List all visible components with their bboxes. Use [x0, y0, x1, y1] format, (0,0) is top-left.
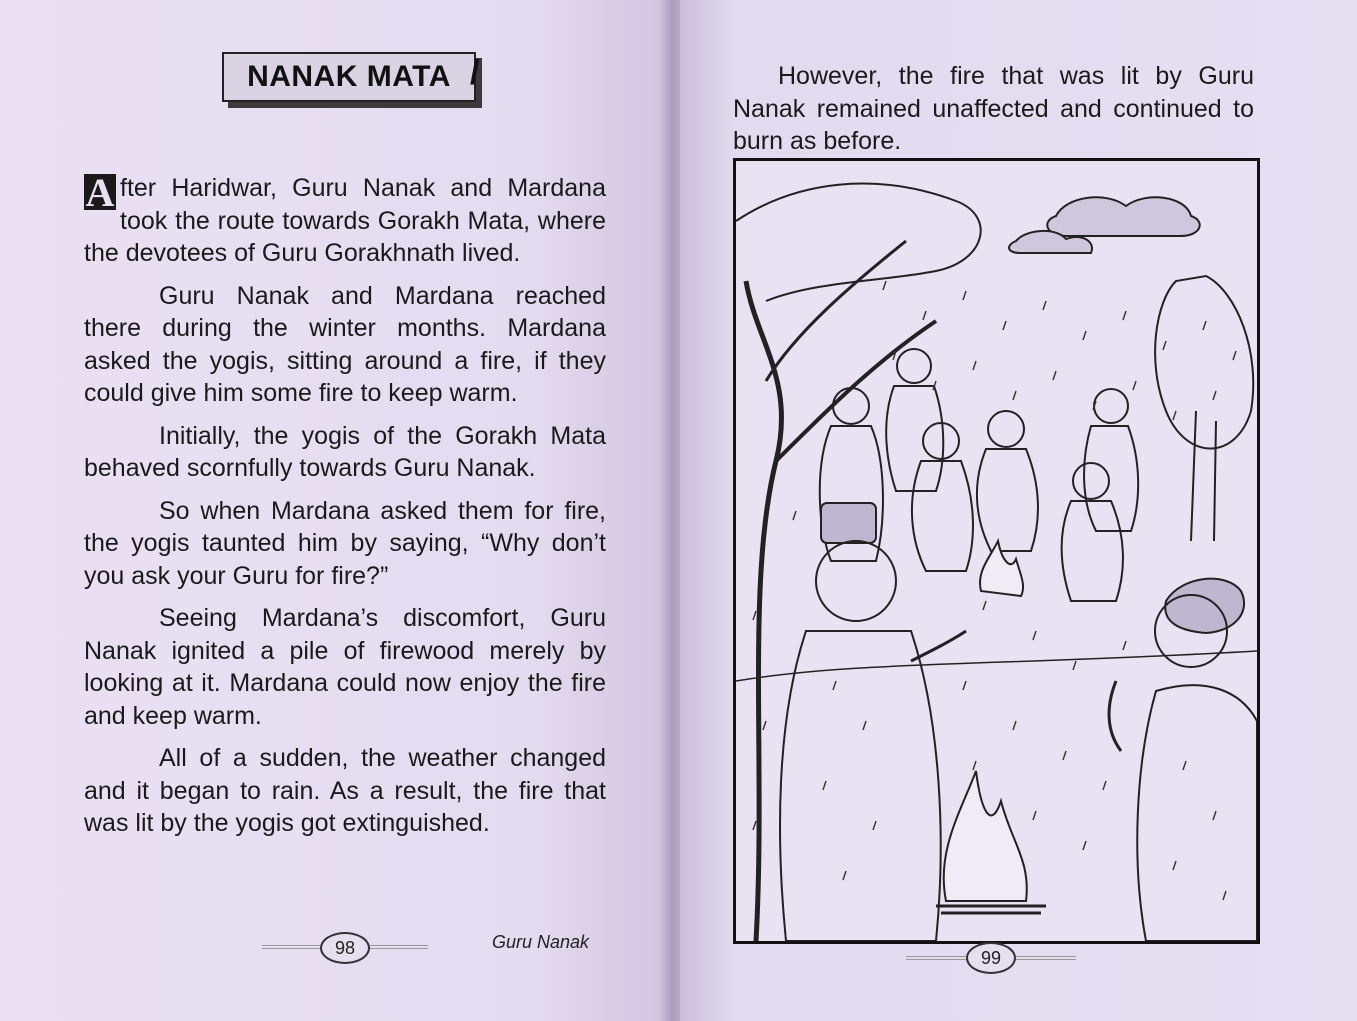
- footer-rule-right-page-left: [906, 954, 966, 960]
- page-number-left: 98: [320, 932, 370, 964]
- paragraph-4: So when Mardana asked them for fire, the yogis taunted him by saying, “Why don’t you ask your Guru for fire?”: [84, 496, 606, 590]
- footer-rule-right-page-right: [1016, 954, 1076, 960]
- right-paragraph: However, the fire that was lit by Guru Nanak remained unaffected and continued to burn as before.: [733, 62, 1254, 155]
- illustration-drawing: [736, 161, 1257, 941]
- paragraph-3: Initially, the yogis of the Gorakh Mata behaved scornfully towards Guru Nanak.: [84, 421, 606, 482]
- paragraph-2: Guru Nanak and Mardana reached there during the winter months. Mardana asked the yogis, sitting around a fire, if they could give him some fire to keep warm.: [84, 281, 606, 407]
- chapter-title-box: [222, 52, 476, 102]
- paragraph-1-text: fter Haridwar, Guru Nanak and Mardana took the route towards Gorakh Mata, where the devotees of Guru Gorakhnath lived.: [84, 174, 606, 267]
- drop-cap: A: [85, 170, 115, 215]
- running-footer: Guru Nanak: [492, 932, 590, 952]
- paragraph-1: [84, 172, 606, 270]
- rain-fire-illustration: [733, 158, 1260, 944]
- footer-rule-right: [370, 943, 428, 949]
- left-body-text: [84, 172, 606, 850]
- left-page: [0, 0, 668, 1021]
- title-slash-mark: /: [470, 54, 480, 92]
- right-body-text: [733, 60, 1254, 158]
- footer-rule-left: [262, 943, 320, 949]
- chapter-title: NANAK MATA: [247, 60, 451, 93]
- paragraph-5: Seeing Mardana’s discomfort, Guru Nanak ignited a pile of firewood merely by looking at it. Mardana could now enjoy the fire and keep warm.: [84, 604, 606, 730]
- paragraph-6: All of a sudden, the weather changed and it began to rain. As a result, the fire that was lit by the yogis got extinguished.: [84, 744, 606, 837]
- page-number-right: 99: [966, 942, 1016, 974]
